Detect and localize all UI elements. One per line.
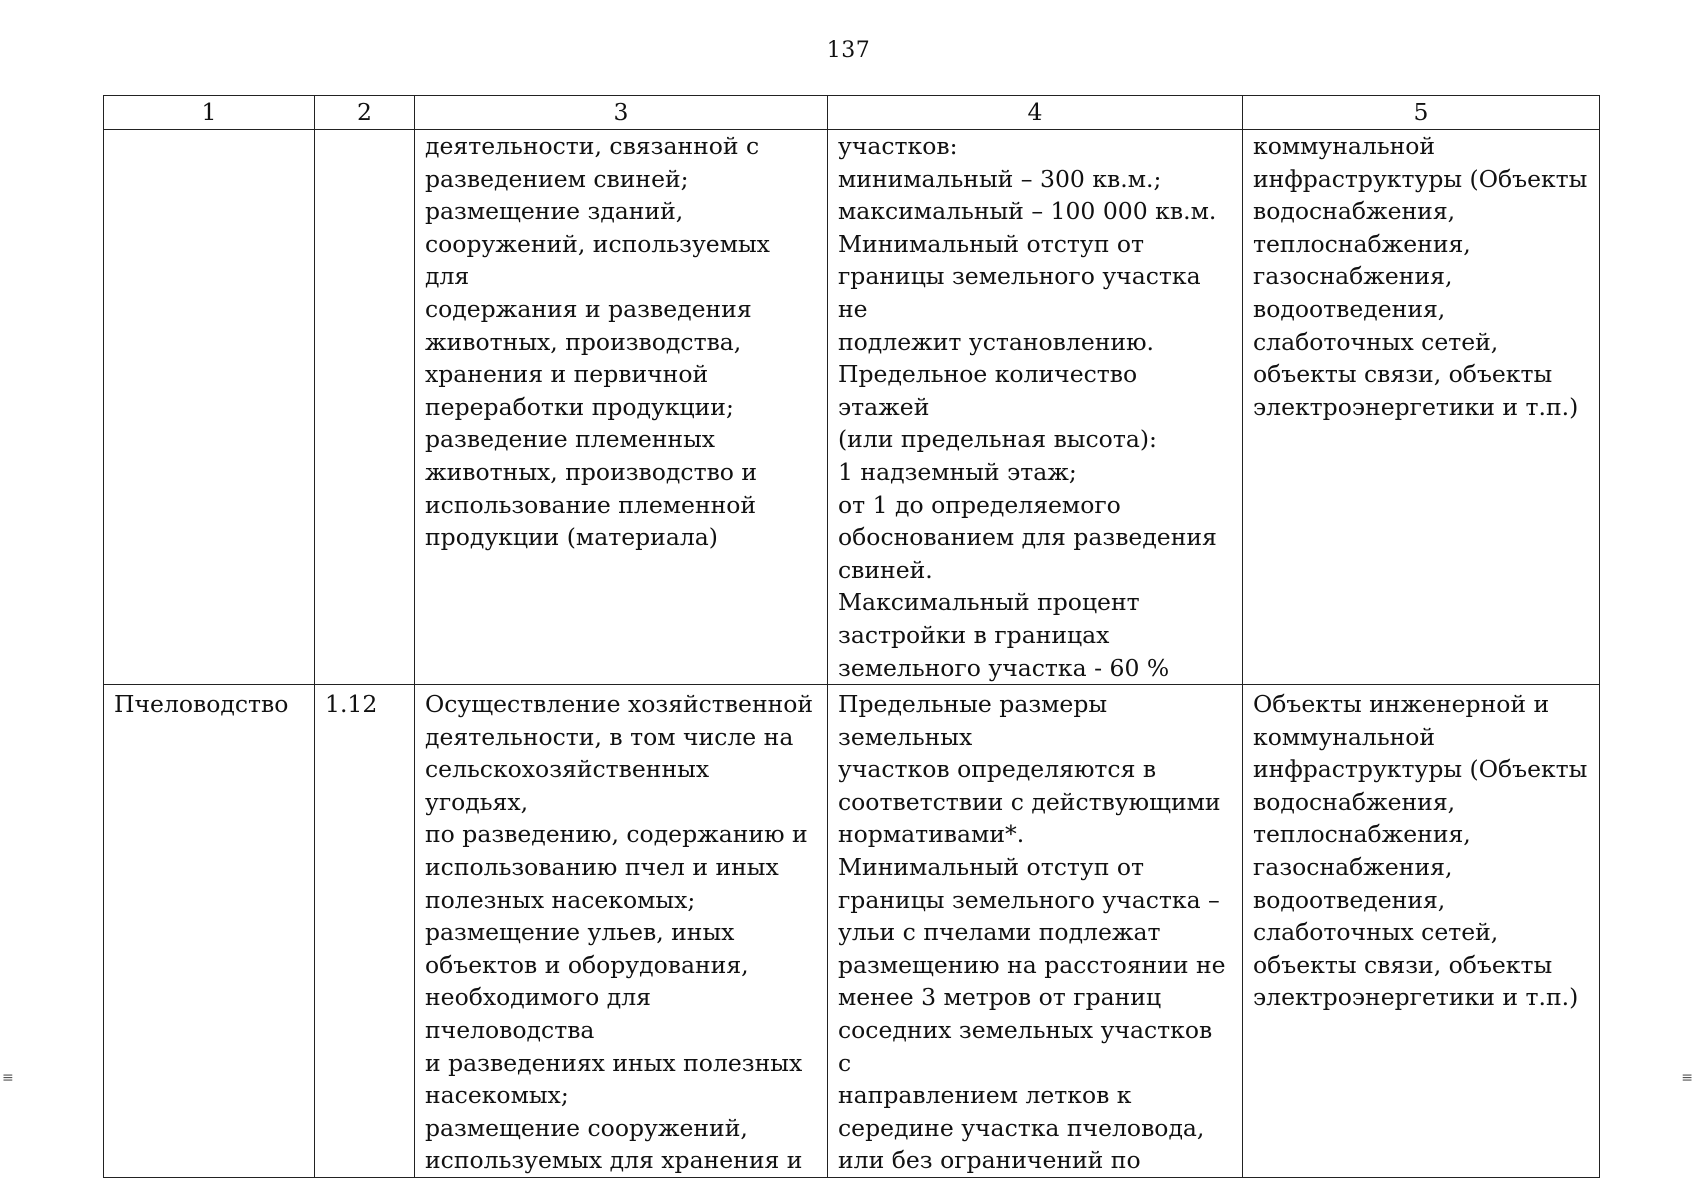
column-header-2: 2 [315,96,415,130]
table-row [104,685,1600,1178]
column-header-1: 1 [104,96,315,130]
use-name-cell [104,130,315,685]
scan-margin-mark-right: ≡ [1681,1070,1693,1086]
parameters-cell: Предельные размеры земельных участков определяются в соответствии с действующими нормативами*. Минимальный отступ от границы земельного участка – ульи с пчелами подлежат размещению на расстоянии не менее 3 метров от границ соседних земельных участков с направлением летков к середине участка пчеловода, или без ограничений по [828,685,1243,1178]
column-header-5: 5 [1243,96,1600,130]
use-description-cell: Осуществление хозяйственной деятельности, в том числе на сельскохозяйственных угодьях, по разведению, содержанию и использованию пчел и иных полезных насекомых; размещение ульев, иных объектов и оборудования, необходимого для пчеловодства и разведениях иных полезных насекомых; размещение сооружений, используемых для хранения и [415,685,828,1178]
table-row [104,130,1600,685]
use-description-cell: деятельности, связанной с разведением свиней; размещение зданий, сооружений, используемых для содержания и разведения животных, производства, хранения и первичной переработки продукции; разведение племенных животных, производство и использование племенной продукции (материала) [415,130,828,685]
scan-margin-mark-left: ≡ [2,1070,14,1086]
use-code-cell: 1.12 [315,685,415,1178]
column-header-3: 3 [415,96,828,130]
zoning-regulations-table [103,95,1600,1178]
auxiliary-uses-cell: Объекты инженерной и коммунальной инфраструктуры (Объекты водоснабжения, теплоснабжения, газоснабжения, водоотведения, слаботочных сетей, объекты связи, объекты электроэнергетики и т.п.) [1243,685,1600,1178]
table-header-row [104,96,1600,130]
parameters-cell: участков: минимальный – 300 кв.м.; максимальный – 100 000 кв.м. Минимальный отступ от границы земельного участка не подлежит установлению. Предельное количество этажей (или предельная высота): 1 надземный этаж; от 1 до определяемого обоснованием для разведения свиней. Максимальный процент застройки в границах земельного участка - 60 % [828,130,1243,685]
auxiliary-uses-cell: коммунальной инфраструктуры (Объекты водоснабжения, теплоснабжения, газоснабжения, водоотведения, слаботочных сетей, объекты связи, объекты электроэнергетики и т.п.) [1243,130,1600,685]
column-header-4: 4 [828,96,1243,130]
use-name-cell: Пчеловодство [104,685,315,1178]
use-code-cell [315,130,415,685]
page-number: 137 [826,38,871,63]
